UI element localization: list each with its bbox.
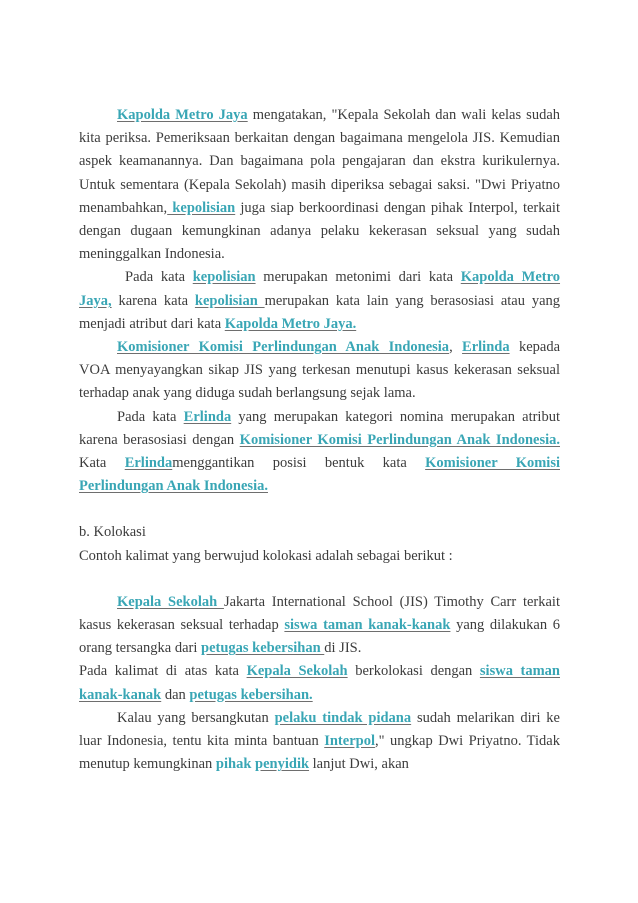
paragraph-4 <box>79 406 560 499</box>
paragraph-text: sudah melarikan diri ke luar Indonesia, tentu kita minta bantuan <box>79 709 560 750</box>
keyword-kepolisian: kepolisian <box>167 199 236 216</box>
keyword-erlinda: Erlinda <box>183 408 232 425</box>
paragraph-text: karena kata <box>111 292 195 309</box>
paragraph-2 <box>79 266 560 336</box>
keyword-komisioner-kpai: Komisioner Komisi Perlindungan Anak Indonesia. <box>79 455 560 495</box>
paragraph-text: dan <box>161 686 190 703</box>
keyword-komisioner-kpai: Komisioner Komisi Perlindungan Anak Indonesia <box>117 339 450 356</box>
paragraph-text: yang dilakukan 6 orang tersangka dari <box>79 617 560 657</box>
keyword-erlinda: Erlinda <box>462 339 510 356</box>
paragraph-text: kepada VOA menyayangkan sikap JIS yang terkesan menutupi kasus kekerasan seksual terhadap anak yang diduga sudah berlangsung sejak lama. <box>79 339 561 402</box>
keyword-erlinda: Erlinda <box>124 455 173 472</box>
section-heading-kolokasi: b. Kolokasi <box>79 524 146 541</box>
paragraph-text: yang merupakan kategori nomina merupakan atribut karena berasosiasi dengan <box>79 408 560 448</box>
keyword-penyidik: penyidik <box>255 756 310 773</box>
section-intro: Contoh kalimat yang berwujud kolokasi adalah sebagai berikut : <box>79 547 453 564</box>
paragraph-text: Pada kata <box>125 269 193 286</box>
keyword-interpol: Interpol <box>324 733 375 750</box>
keyword-kepala-sekolah: Kepala Sekolah <box>117 593 224 610</box>
paragraph-text: merupakan metonimi dari kata <box>255 269 461 286</box>
keyword-pelaku-tindak-pidana: pelaku tindak pidana <box>274 709 412 726</box>
keyword-kapolda-metro-jaya: Kapolda Metro Jaya. <box>224 315 357 332</box>
paragraph-text: Kalau yang bersangkutan <box>117 709 275 726</box>
keyword-komisioner-kpai: Komisioner Komisi Perlindungan Anak Indonesia. <box>239 431 560 448</box>
keyword-kepolisian: kepolisian <box>192 269 256 286</box>
paragraph-text: di JIS. <box>324 640 362 657</box>
keyword-pihak: pihak <box>215 756 252 773</box>
keyword-siswa-tk: siswa taman kanak-kanak <box>79 663 560 703</box>
paragraph-text: ," ungkap Dwi Priyatno. Tidak menutup kemungkinan <box>79 733 560 773</box>
paragraph-text: Pada kata <box>117 408 184 425</box>
keyword-kapolda-metro-jaya: Kapolda Metro Jaya <box>117 107 248 123</box>
keyword-petugas-kebersihan: petugas kebersihan <box>201 640 325 657</box>
document-body <box>79 104 560 776</box>
paragraph-3 <box>79 336 560 406</box>
blank-line <box>79 568 560 591</box>
paragraph-7 <box>79 707 560 777</box>
paragraph-1 <box>79 104 560 266</box>
paragraph-text: Kata <box>79 455 125 472</box>
keyword-siswa-tk: siswa taman kanak-kanak <box>284 617 451 634</box>
paragraph-text: lanjut Dwi, akan <box>309 756 409 773</box>
paragraph-text: Jakarta International School (JIS) Timothy Carr terkait kasus kekerasan seksual terhadap <box>79 593 560 634</box>
keyword-kepala-sekolah: Kepala Sekolah <box>246 663 348 680</box>
paragraph-text: merupakan kata lain yang berasosiasi atau yang menjadi atribut dari kata <box>79 292 561 332</box>
paragraph-5 <box>79 591 560 661</box>
paragraph-text: berkolokasi dengan <box>347 663 480 680</box>
paragraph-text: Pada kalimat di atas kata <box>79 663 247 680</box>
keyword-petugas-kebersihan: petugas kebersihan. <box>189 686 313 703</box>
keyword-kepolisian: kepolisian <box>194 292 265 309</box>
paragraph-6 <box>79 660 560 706</box>
paragraph-text: mengatakan, "Kepala Sekolah dan wali kelas sudah kita periksa. Pemeriksaan berkaitan dengan bagaimana mengelola JIS. Kemudian aspek keamanannya. Dan bagaimana pola pengajaran dan ekstra kurikulernya. Untuk sementara (Kepala Sekolah) masih diperiksa sebagai saksi. "Dwi Priyatno menambahkan, <box>79 107 561 216</box>
paragraph-text: , <box>449 339 463 356</box>
keyword-kapolda-metro-jaya: Kapolda Metro Jaya, <box>79 269 561 309</box>
blank-line <box>79 498 560 521</box>
paragraph-text: menggantikan posisi bentuk kata <box>172 455 426 472</box>
paragraph-text: juga siap berkoordinasi dengan pihak Interpol, terkait dengan dugaan kemungkinan adanya pelaku kekerasan seksual yang sudah meninggalkan Indonesia. <box>79 199 560 263</box>
